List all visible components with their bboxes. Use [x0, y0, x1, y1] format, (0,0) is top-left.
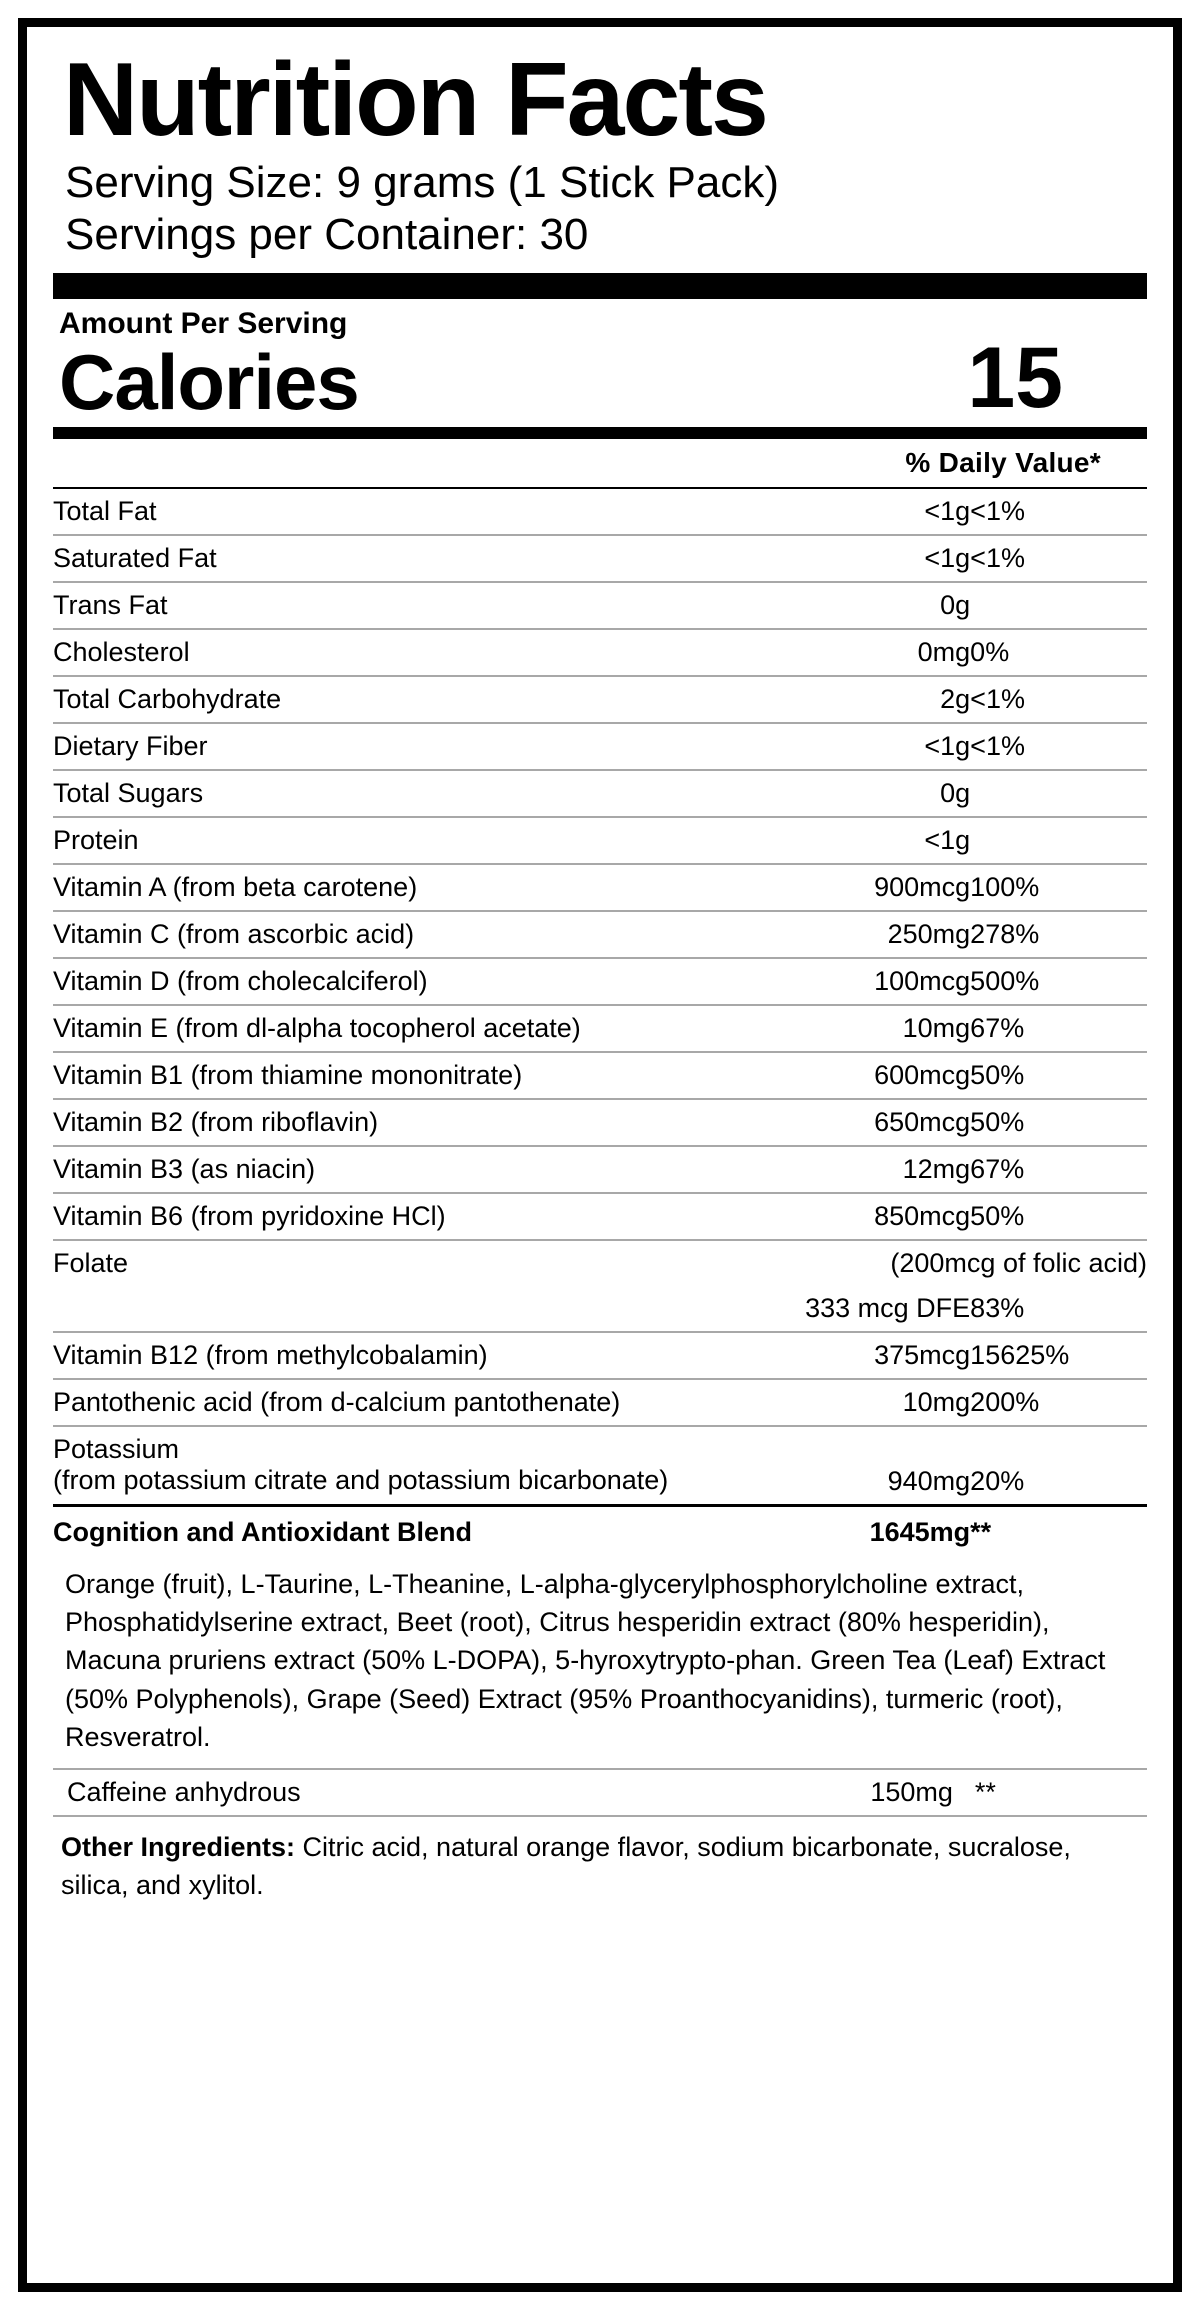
- nutrient-amount: <1g: [738, 723, 970, 770]
- blend-amount: 1645mg: [738, 1505, 970, 1555]
- nutrient-dv: [970, 770, 1147, 817]
- calories-row: [53, 330, 1147, 427]
- nutrient-dv: 278%: [970, 911, 1147, 958]
- nutrient-dv: <1%: [970, 723, 1147, 770]
- table-row: [53, 535, 1147, 582]
- table-row: [53, 958, 1147, 1005]
- nutrient-dv: 83%: [970, 1286, 1147, 1332]
- nutrient-name: Vitamin A (from beta carotene): [53, 864, 738, 911]
- nutrient-name: Total Carbohydrate: [53, 676, 738, 723]
- table-row: [53, 911, 1147, 958]
- nutrient-name: Saturated Fat: [53, 535, 738, 582]
- nutrient-amount: 850mcg: [738, 1193, 970, 1240]
- nutrient-name: Vitamin B1 (from thiamine mononitrate): [53, 1052, 738, 1099]
- nutrient-amount: 2g: [738, 676, 970, 723]
- table-row: [53, 629, 1147, 676]
- calories-label: Calories: [59, 338, 359, 427]
- nutrient-name: Total Sugars: [53, 770, 738, 817]
- table-row: [53, 1099, 1147, 1146]
- table-row: [53, 676, 1147, 723]
- table-row: [53, 817, 1147, 864]
- nutrient-amount: 0mg: [738, 629, 970, 676]
- nutrient-amount: 375mcg: [738, 1332, 970, 1379]
- nutrient-name: Pantothenic acid (from d-calcium pantothenate): [53, 1379, 738, 1426]
- other-ingredients-label: Other Ingredients:: [61, 1832, 296, 1863]
- daily-value-header: % Daily Value*: [905, 447, 1101, 479]
- nutrient-amount: 0g: [738, 770, 970, 817]
- nutrient-dv: 50%: [970, 1193, 1147, 1240]
- nutrient-dv: 100%: [970, 864, 1147, 911]
- nutrient-dv: 200%: [970, 1379, 1147, 1426]
- nutrient-dv: [970, 817, 1147, 864]
- blend-dv: **: [970, 1505, 1147, 1555]
- nutrient-dv: 50%: [970, 1099, 1147, 1146]
- nutrient-dv: 50%: [970, 1052, 1147, 1099]
- nutrient-name: Trans Fat: [53, 582, 738, 629]
- nutrient-name: Vitamin C (from ascorbic acid): [53, 911, 738, 958]
- nutrient-amount: <1g: [738, 817, 970, 864]
- nutrient-amount: 12mg: [738, 1146, 970, 1193]
- caffeine-dv: **: [953, 1770, 1147, 1816]
- caffeine-table: [53, 1770, 1147, 1817]
- table-row: [53, 723, 1147, 770]
- nutrient-dv: 67%: [970, 1146, 1147, 1193]
- table-row: [53, 864, 1147, 911]
- nutrient-amount: 600mcg: [738, 1052, 970, 1099]
- table-row: [53, 770, 1147, 817]
- folate-note: (200mcg of folic acid): [890, 1248, 1147, 1279]
- nutrient-amount: 940mg: [738, 1426, 970, 1505]
- table-row-blend: [53, 1505, 1147, 1555]
- nutrient-name: Dietary Fiber: [53, 723, 738, 770]
- nutrient-amount: 10mg: [738, 1379, 970, 1426]
- nutrient-name: Cholesterol: [53, 629, 738, 676]
- table-row-folate: [53, 1240, 1147, 1286]
- nutrient-amount: 250mg: [738, 911, 970, 958]
- nutrient-dv: <1%: [970, 676, 1147, 723]
- blend-ingredients: Orange (fruit), L-Taurine, L-Theanine, L-alpha-glycerylphosphorylcholine extract, Phosphatidylserine extract, Beet (root), Citrus hesperidin extract (80% hesperidin), Macuna pruriens extract (50% L-DOPA), 5-hyroxytrypto-phan. Green Tea (Leaf) Extract (50% Polyphenols), Grape (Seed) Extract (95% Proanthocyanidins), turmeric (root), Resveratrol.: [53, 1555, 1147, 1771]
- nutrient-name: Vitamin B2 (from riboflavin): [53, 1099, 738, 1146]
- divider-medium: [53, 427, 1147, 439]
- nutrient-dv: 500%: [970, 958, 1147, 1005]
- table-row-folate-amount: [53, 1286, 1147, 1332]
- nutrient-name: Folate: [53, 1248, 129, 1279]
- table-row: [53, 1146, 1147, 1193]
- table-row: [53, 1052, 1147, 1099]
- page-title: Nutrition Facts: [63, 42, 767, 158]
- nutrition-facts-border: [18, 18, 1182, 2292]
- nutrient-amount: 0g: [738, 582, 970, 629]
- caffeine-amount: 150mg: [729, 1770, 953, 1816]
- nutrient-amount: 900mcg: [738, 864, 970, 911]
- nutrient-name: Total Fat: [53, 489, 738, 535]
- other-ingredients-text: Citric acid, natural orange flavor, sodium bicarbonate, sucralose, silica, and xylitol.: [61, 1832, 1071, 1900]
- nutrient-dv: 15625%: [970, 1332, 1147, 1379]
- nutrient-dv: <1%: [970, 535, 1147, 582]
- nutrient-name: Vitamin B12 (from methylcobalamin): [53, 1332, 738, 1379]
- serving-size-line: Serving Size: 9 grams (1 Stick Pack): [65, 158, 780, 208]
- other-ingredients: [53, 1817, 1147, 1908]
- potassium-name-line1: Potassium: [53, 1434, 180, 1465]
- nutrient-name: Vitamin D (from cholecalciferol): [53, 958, 738, 1005]
- nutrient-name: Vitamin B6 (from pyridoxine HCl): [53, 1193, 738, 1240]
- table-row: [53, 582, 1147, 629]
- nutrient-dv: 67%: [970, 1005, 1147, 1052]
- nutrient-name: Vitamin B3 (as niacin): [53, 1146, 738, 1193]
- nutrient-amount: 650mcg: [738, 1099, 970, 1146]
- table-row: [53, 1005, 1147, 1052]
- table-row: [53, 1193, 1147, 1240]
- table-row-caffeine: [53, 1770, 1147, 1816]
- blend-name: Cognition and Antioxidant Blend: [53, 1505, 738, 1555]
- table-row: [53, 489, 1147, 535]
- caffeine-name: Caffeine anhydrous: [53, 1770, 729, 1816]
- potassium-name-line2: (from potassium citrate and potassium bicarbonate): [53, 1465, 669, 1496]
- table-row: [53, 1379, 1147, 1426]
- nutrient-amount: <1g: [738, 489, 970, 535]
- nutrient-dv: 20%: [970, 1426, 1147, 1505]
- nutrient-name: Protein: [53, 817, 738, 864]
- nutrient-name: Vitamin E (from dl-alpha tocopherol acetate): [53, 1005, 738, 1052]
- nutrient-dv: <1%: [970, 489, 1147, 535]
- nutrient-dv: 0%: [970, 629, 1147, 676]
- table-row: [53, 1332, 1147, 1379]
- table-row-potassium: [53, 1426, 1147, 1505]
- nutrient-amount: 100mcg: [738, 958, 970, 1005]
- nutrient-table: [53, 489, 1147, 1555]
- amount-per-serving-label: Amount Per Serving: [59, 307, 348, 341]
- nutrient-amount: 10mg: [738, 1005, 970, 1052]
- calories-value: 15: [967, 330, 1063, 427]
- folate-spacer: [53, 1286, 738, 1332]
- servings-per-container-line: Servings per Container: 30: [65, 210, 589, 260]
- nutrient-dv: [970, 582, 1147, 629]
- nutrient-amount: 333 mcg DFE: [738, 1286, 970, 1332]
- divider-thick-top: [53, 273, 1147, 299]
- nutrient-name: [53, 1426, 738, 1505]
- nutrient-amount: <1g: [738, 535, 970, 582]
